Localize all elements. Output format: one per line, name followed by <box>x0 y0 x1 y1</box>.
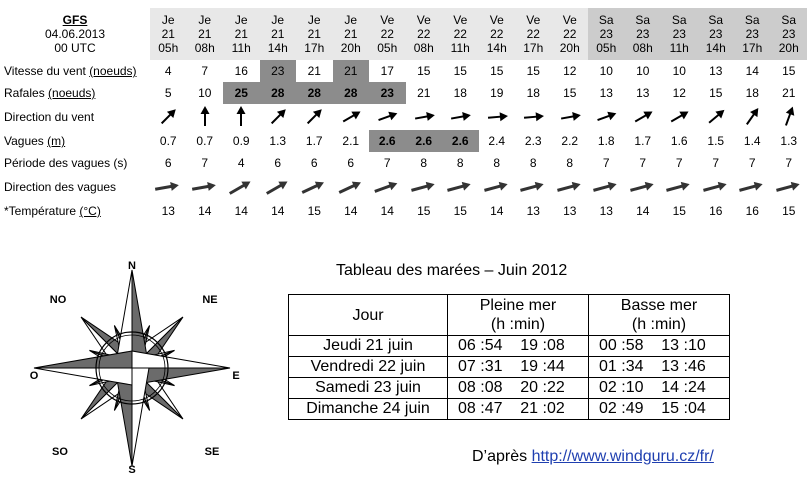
forecast-column-header <box>734 8 771 60</box>
wave-period-row <box>0 152 807 174</box>
column-date: 23 <box>599 27 613 41</box>
wave-period-cell: 8 <box>566 156 574 170</box>
gusts-cell: 28 <box>296 82 333 104</box>
gusts-cell: 21 <box>417 86 431 100</box>
temperature-cell: 13 <box>161 204 175 218</box>
column-hour: 11h <box>231 41 251 55</box>
tides-row <box>289 399 730 420</box>
wave-direction-cell <box>661 174 698 200</box>
temperature-cell: 14 <box>344 204 358 218</box>
wave-period-cell: 6 <box>310 156 318 170</box>
column-day: Je <box>271 13 285 27</box>
wave-direction-cell <box>515 174 552 200</box>
column-day: Je <box>161 13 175 27</box>
wind-direction-cell <box>625 104 662 130</box>
tide-low-times: 01 :34 13 :46 <box>589 357 730 378</box>
column-hour: 20h <box>778 41 799 55</box>
column-hour: 05h <box>377 41 398 55</box>
waves-cell: 1.7 <box>305 134 323 148</box>
wind-direction-arrow-icon <box>555 106 585 128</box>
tides-header-row <box>289 295 730 336</box>
wind-unit-link[interactable]: (noeuds) <box>89 64 137 78</box>
compass-label-so: SO <box>52 446 68 458</box>
compass-label-e: E <box>232 370 240 382</box>
temperature-cell: 15 <box>453 204 467 218</box>
wind-direction-cell <box>552 104 589 130</box>
temperature-cell: 15 <box>417 204 431 218</box>
tides-row <box>289 357 730 378</box>
gusts-cell: 15 <box>563 86 577 100</box>
wave-period-cell: 8 <box>529 156 537 170</box>
waves-cell: 1.3 <box>780 134 798 148</box>
forecast-column-header <box>223 8 260 60</box>
waves-cell: 2.2 <box>561 134 579 148</box>
gusts-cell: 18 <box>745 86 759 100</box>
wind-speed-cell: 14 <box>745 64 759 78</box>
wave-direction-cell <box>150 174 187 200</box>
gusts-cell: 18 <box>453 86 467 100</box>
column-date: 22 <box>417 27 431 41</box>
forecast-column-header <box>333 8 370 60</box>
tides-header-day: Jour <box>289 295 448 336</box>
wind-direction-cell <box>588 104 625 130</box>
wave-direction-row <box>0 174 807 200</box>
wind-direction-arrow-icon <box>226 106 256 128</box>
waves-cell: 2.4 <box>488 134 506 148</box>
wind-direction-arrow-icon <box>701 106 731 128</box>
column-hour: 17h <box>523 41 544 55</box>
gusts-cell: 28 <box>260 82 297 104</box>
wave-direction-cell <box>698 174 735 200</box>
forecast-column-header <box>369 8 406 60</box>
temperature-cell: 16 <box>745 204 759 218</box>
column-day: Ve <box>489 13 504 27</box>
tides-row <box>289 378 730 399</box>
temperature-unit-link[interactable]: (°C) <box>79 204 101 218</box>
temperature-cell: 15 <box>672 204 686 218</box>
wind-speed-cell: 21 <box>333 60 370 82</box>
wind-speed-cell: 13 <box>709 64 723 78</box>
waves-cell: 2.6 <box>369 130 406 152</box>
temperature-cell: 14 <box>271 204 285 218</box>
wave-direction-cell <box>771 174 808 200</box>
wind-direction-arrow-icon <box>518 106 548 128</box>
gusts-label: Rafales (noeuds) <box>4 86 96 100</box>
wave-direction-cell <box>625 174 662 200</box>
wave-period-cell: 4 <box>237 156 245 170</box>
gusts-cell: 28 <box>333 82 370 104</box>
column-day: Je <box>307 13 321 27</box>
column-hour: 17h <box>742 41 763 55</box>
gusts-cell: 13 <box>636 86 650 100</box>
wave-period-cell: 7 <box>639 156 647 170</box>
waves-cell: 1.6 <box>670 134 688 148</box>
wind-direction-cell <box>187 104 224 130</box>
column-date: 23 <box>672 27 686 41</box>
wind-direction-cell <box>406 104 443 130</box>
tides-table <box>288 294 730 420</box>
wind-direction-cell <box>771 104 808 130</box>
tides-title: Tableau des marées – Juin 2012 <box>336 262 568 279</box>
wave-direction-cell <box>333 174 370 200</box>
column-date: 23 <box>709 27 723 41</box>
wave-direction-arrow-icon <box>555 176 585 198</box>
wind-direction-arrow-icon <box>263 106 293 128</box>
tides-header-low: Basse mer (h :min) <box>589 295 730 336</box>
gusts-cell: 12 <box>672 86 686 100</box>
waves-cell: 1.4 <box>743 134 761 148</box>
wind-direction-cell <box>734 104 771 130</box>
wind-speed-cell: 17 <box>380 64 394 78</box>
wave-direction-arrow-icon <box>591 176 621 198</box>
temperature-cell: 15 <box>307 204 321 218</box>
forecast-column-header <box>150 8 187 60</box>
column-day: Sa <box>744 13 760 27</box>
wave-period-cell: 6 <box>164 156 172 170</box>
column-date: 21 <box>307 27 321 41</box>
wave-direction-cell <box>734 174 771 200</box>
wind-speed-cell: 16 <box>234 64 248 78</box>
forecast-header-row <box>0 8 807 60</box>
wind-direction-cell <box>442 104 479 130</box>
wave-period-cell: 7 <box>748 156 756 170</box>
column-day: Je <box>234 13 248 27</box>
column-day: Ve <box>380 13 395 27</box>
wave-direction-arrow-icon <box>372 176 402 198</box>
wind-direction-cell <box>661 104 698 130</box>
tide-high-times: 08 :08 20 :22 <box>448 378 589 399</box>
waves-cell: 2.6 <box>442 130 479 152</box>
column-day: Sa <box>708 13 724 27</box>
column-day: Ve <box>526 13 541 27</box>
wave-period-cell: 7 <box>785 156 793 170</box>
tides-header-high: Pleine mer (h :min) <box>448 295 589 336</box>
waves-cell: 2.1 <box>342 134 360 148</box>
waves-label: Vagues (m) <box>4 134 66 148</box>
column-day: Sa <box>635 13 651 27</box>
column-hour: 05h <box>158 41 179 55</box>
column-hour: 14h <box>486 41 507 55</box>
wave-direction-arrow-icon <box>628 176 658 198</box>
forecast-column-header <box>442 8 479 60</box>
column-date: 21 <box>234 27 248 41</box>
wave-direction-arrow-icon <box>482 176 512 198</box>
wave-period-cell: 7 <box>383 156 391 170</box>
wind-speed-cell: 4 <box>164 64 172 78</box>
source-line <box>472 448 714 466</box>
wind-speed-cell: 12 <box>563 64 577 78</box>
wind-direction-arrow-icon <box>190 106 220 128</box>
temperature-cell: 14 <box>380 204 394 218</box>
wave-period-cell: 8 <box>493 156 501 170</box>
tide-high-times: 06 :54 19 :08 <box>448 336 589 357</box>
temperature-cell: 14 <box>636 204 650 218</box>
wave-direction-cell <box>406 174 443 200</box>
column-hour: 05h <box>596 41 617 55</box>
wind-direction-arrow-icon <box>591 106 621 128</box>
gusts-cell: 15 <box>709 86 723 100</box>
temperature-label: *Température (°C) <box>4 204 101 218</box>
gusts-cell: 25 <box>223 82 260 104</box>
wave-direction-cell <box>588 174 625 200</box>
wave-direction-arrow-icon <box>153 176 183 198</box>
wind-direction-cell <box>479 104 516 130</box>
column-date: 23 <box>745 27 759 41</box>
wind-speed-cell: 10 <box>672 64 686 78</box>
wave-period-cell: 7 <box>675 156 683 170</box>
gusts-cell: 19 <box>490 86 504 100</box>
temperature-cell: 16 <box>709 204 723 218</box>
compass-label-se: SE <box>204 446 220 458</box>
column-date: 23 <box>636 27 650 41</box>
wind-direction-arrow-icon <box>445 106 475 128</box>
forecast-column-header <box>588 8 625 60</box>
column-date: 22 <box>563 27 577 41</box>
wave-direction-label: Direction des vagues <box>4 180 117 194</box>
temperature-row <box>0 200 807 222</box>
tides-row <box>289 336 730 357</box>
waves-cell: 0.7 <box>159 134 177 148</box>
wind-speed-cell: 23 <box>260 60 297 82</box>
waves-cell: 1.3 <box>269 134 287 148</box>
waves-row <box>0 130 807 152</box>
wave-direction-arrow-icon <box>409 176 439 198</box>
wind-direction-cell <box>296 104 333 130</box>
wave-direction-cell <box>479 174 516 200</box>
forecast-column-header <box>187 8 224 60</box>
wind-speed-cell: 10 <box>599 64 613 78</box>
column-day: Ve <box>416 13 431 27</box>
gusts-cell: 23 <box>369 82 406 104</box>
waves-cell: 1.8 <box>597 134 615 148</box>
column-hour: 17h <box>304 41 325 55</box>
gusts-cell: 18 <box>526 86 540 100</box>
forecast-column-header <box>479 8 516 60</box>
wave-direction-arrow-icon <box>664 176 694 198</box>
run-date: 04.06.2013 <box>44 27 106 41</box>
wind-direction-cell <box>260 104 297 130</box>
gusts-cell: 10 <box>198 86 212 100</box>
temperature-cell: 13 <box>599 204 613 218</box>
waves-cell: 0.9 <box>232 134 250 148</box>
compass-label-no: NO <box>49 294 67 306</box>
wind-speed-cell: 15 <box>453 64 467 78</box>
forecast-column-header <box>296 8 333 60</box>
wind-direction-arrow-icon <box>664 106 694 128</box>
tide-high-times: 08 :47 21 :02 <box>448 399 589 420</box>
tide-low-times: 00 :58 13 :10 <box>589 336 730 357</box>
wind-direction-row <box>0 104 807 130</box>
column-hour: 08h <box>194 41 215 55</box>
wind-speed-cell: 15 <box>490 64 504 78</box>
column-date: 21 <box>161 27 175 41</box>
wind-direction-cell <box>698 104 735 130</box>
column-day: Je <box>344 13 358 27</box>
column-date: 21 <box>271 27 285 41</box>
compass-label-s: S <box>128 464 136 475</box>
column-hour: 08h <box>413 41 434 55</box>
tide-day: Vendredi 22 juin <box>289 357 448 378</box>
wave-direction-cell <box>369 174 406 200</box>
wave-direction-arrow-icon <box>190 176 220 198</box>
column-date: 21 <box>198 27 212 41</box>
wave-period-cell: 6 <box>347 156 355 170</box>
wave-direction-cell <box>552 174 589 200</box>
wave-direction-arrow-icon <box>299 176 329 198</box>
wind-direction-cell <box>223 104 260 130</box>
tide-low-times: 02 :10 14 :24 <box>589 378 730 399</box>
compass-label-o: O <box>29 370 39 382</box>
wave-period-label: Période des vagues (s) <box>4 156 128 170</box>
tide-high-times: 07 :31 19 :44 <box>448 357 589 378</box>
compass-point-cardinal-light <box>132 351 230 368</box>
wave-direction-cell <box>223 174 260 200</box>
wind-direction-arrow-icon <box>737 106 767 128</box>
run-time: 00 UTC <box>54 41 96 55</box>
compass-label-n: N <box>128 260 136 272</box>
tide-low-times: 02 :49 15 :04 <box>589 399 730 420</box>
temperature-cell: 13 <box>563 204 577 218</box>
wind-direction-arrow-icon <box>628 106 658 128</box>
wind-direction-cell <box>515 104 552 130</box>
wind-speed-cell: 21 <box>307 64 321 78</box>
forecast-column-header <box>698 8 735 60</box>
compass-point-cardinal-dark <box>34 351 132 368</box>
forecast-column-header <box>515 8 552 60</box>
model-name[interactable]: GFS <box>62 13 88 27</box>
waves-cell: 0.7 <box>196 134 214 148</box>
wave-direction-arrow-icon <box>518 176 548 198</box>
column-day: Sa <box>671 13 687 27</box>
waves-cell: 1.7 <box>634 134 652 148</box>
wave-direction-arrow-icon <box>336 176 366 198</box>
column-hour: 11h <box>450 41 470 55</box>
wind-speed-cell: 15 <box>782 64 796 78</box>
temperature-cell: 15 <box>782 204 796 218</box>
wave-period-cell: 7 <box>712 156 720 170</box>
forecast-column-header <box>771 8 808 60</box>
wind-direction-arrow-icon <box>153 106 183 128</box>
wind-speed-label: Vitesse du vent (noeuds) <box>4 64 137 78</box>
column-hour: 14h <box>267 41 288 55</box>
column-day: Ve <box>453 13 468 27</box>
wave-period-cell: 8 <box>456 156 464 170</box>
wind-speed-cell: 10 <box>636 64 650 78</box>
tide-day: Samedi 23 juin <box>289 378 448 399</box>
temperature-cell: 14 <box>234 204 248 218</box>
column-hour: 20h <box>340 41 361 55</box>
column-day: Sa <box>598 13 614 27</box>
source-prefix: D’après <box>472 448 532 465</box>
gusts-unit-link[interactable]: (noeuds) <box>48 86 96 100</box>
wave-direction-arrow-icon <box>737 176 767 198</box>
waves-cell: 2.3 <box>524 134 542 148</box>
gusts-row <box>0 82 807 104</box>
wave-period-cell: 6 <box>274 156 282 170</box>
tide-day: Jeudi 21 juin <box>289 336 448 357</box>
waves-cell: 1.5 <box>707 134 725 148</box>
wave-direction-arrow-icon <box>774 176 804 198</box>
compass-point-cardinal-light <box>34 368 132 385</box>
gusts-cell: 13 <box>599 86 613 100</box>
wind-speed-cell: 15 <box>417 64 431 78</box>
column-date: 22 <box>526 27 540 41</box>
column-date: 21 <box>344 27 358 41</box>
column-date: 22 <box>380 27 394 41</box>
wind-direction-arrow-icon <box>482 106 512 128</box>
wave-period-cell: 7 <box>602 156 610 170</box>
compass-point-cardinal-light <box>132 368 149 466</box>
column-hour: 08h <box>632 41 653 55</box>
column-day: Ve <box>562 13 577 27</box>
column-date: 22 <box>490 27 504 41</box>
wind-direction-arrow-icon <box>409 106 439 128</box>
wind-direction-cell <box>369 104 406 130</box>
column-hour: 14h <box>705 41 726 55</box>
tide-day: Dimanche 24 juin <box>289 399 448 420</box>
wave-direction-cell <box>296 174 333 200</box>
wave-direction-arrow-icon <box>445 176 475 198</box>
gusts-cell: 5 <box>164 86 172 100</box>
waves-cell: 2.6 <box>406 130 443 152</box>
wind-direction-cell <box>150 104 187 130</box>
column-date: 22 <box>453 27 467 41</box>
wind-direction-cell <box>333 104 370 130</box>
forecast-column-header <box>552 8 589 60</box>
column-hour: 20h <box>559 41 580 55</box>
model-cell <box>0 8 150 60</box>
waves-unit-link[interactable]: (m) <box>47 134 66 148</box>
gusts-cell: 21 <box>782 86 796 100</box>
column-hour: 11h <box>669 41 689 55</box>
wind-speed-row <box>0 60 807 82</box>
compass-label-ne: NE <box>202 294 218 306</box>
wave-direction-cell <box>260 174 297 200</box>
wave-direction-cell <box>442 174 479 200</box>
wind-direction-arrow-icon <box>372 106 402 128</box>
compass-rose <box>24 255 244 475</box>
temperature-cell: 14 <box>490 204 504 218</box>
forecast-column-header <box>406 8 443 60</box>
wave-direction-arrow-icon <box>263 176 293 198</box>
source-link[interactable]: http://www.windguru.cz/fr/ <box>531 448 714 465</box>
wind-direction-arrow-icon <box>774 106 804 128</box>
temperature-cell: 13 <box>526 204 540 218</box>
forecast-column-header <box>625 8 662 60</box>
wave-direction-arrow-icon <box>701 176 731 198</box>
wind-direction-arrow-icon <box>299 106 329 128</box>
forecast-column-header <box>661 8 698 60</box>
wind-speed-cell: 7 <box>201 64 209 78</box>
wind-direction-label: Direction du vent <box>4 110 95 124</box>
wind-direction-arrow-icon <box>336 106 366 128</box>
wind-speed-cell: 15 <box>526 64 540 78</box>
column-day: Je <box>198 13 212 27</box>
wave-direction-arrow-icon <box>226 176 256 198</box>
column-day: Sa <box>781 13 797 27</box>
wave-period-cell: 7 <box>201 156 209 170</box>
wave-direction-cell <box>187 174 224 200</box>
column-date: 23 <box>782 27 796 41</box>
wave-period-cell: 8 <box>420 156 428 170</box>
temperature-cell: 14 <box>198 204 212 218</box>
forecast-column-header <box>260 8 297 60</box>
forecast-table <box>0 8 807 222</box>
